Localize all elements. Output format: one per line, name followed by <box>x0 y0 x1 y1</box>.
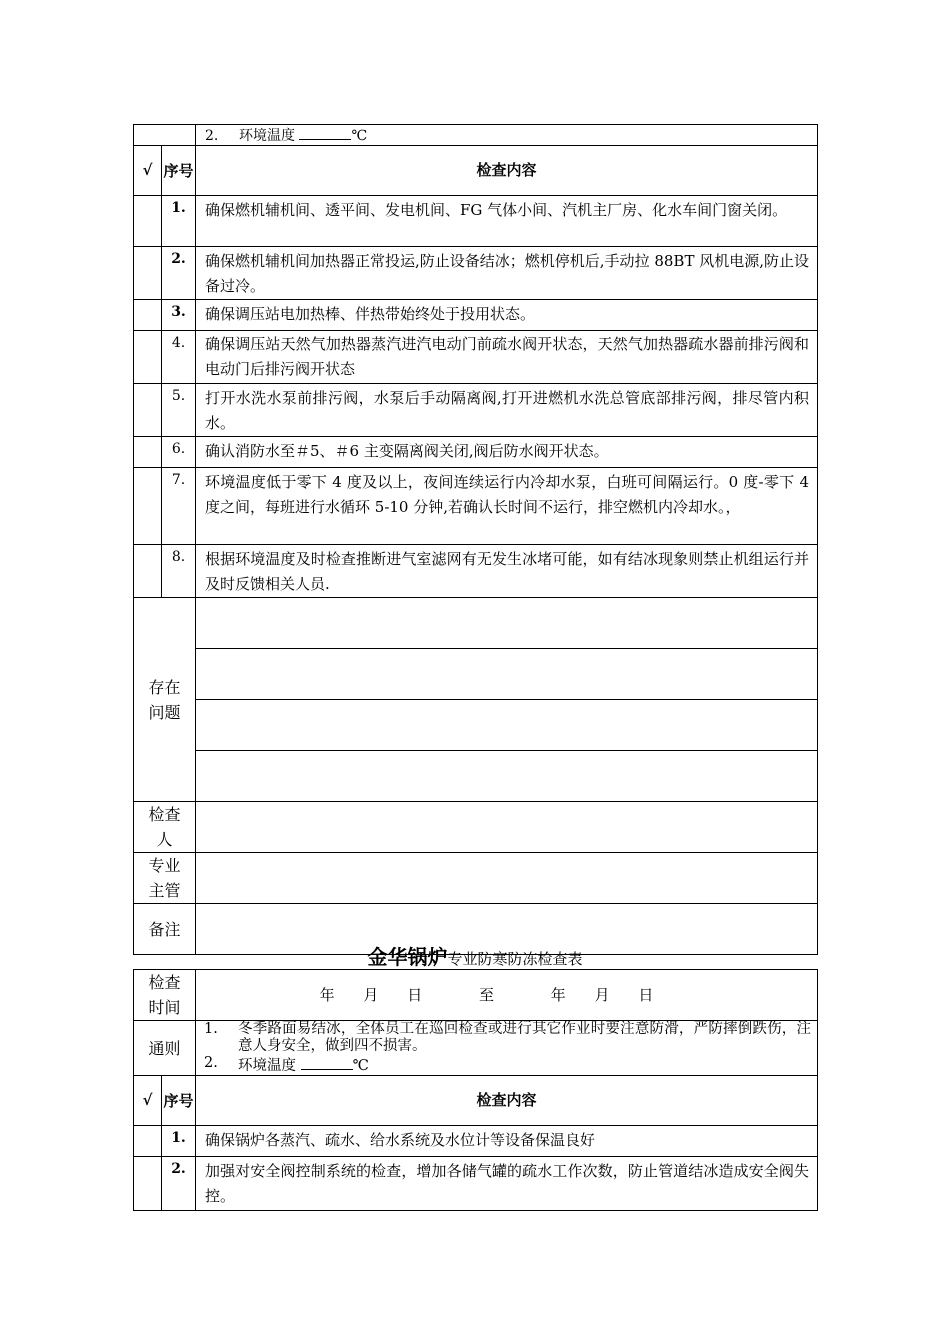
date-to: 至 <box>478 985 494 1004</box>
general-rule-num: 1. <box>204 1021 218 1037</box>
item-text: 确保调压站天然气加热器蒸汽进汽电动门前疏水阀开状态，天然气加热器疏水器前排污阀和电动门后排污阀开状态 <box>196 331 818 384</box>
item-num: 5. <box>162 384 196 437</box>
top-left-empty-cell <box>134 125 196 146</box>
item-text: 确认消防水至＃5、＃6 主变隔离阀关闭,阀后防水阀开状态。 <box>196 437 818 468</box>
title-plant-name: 金华锅炉 <box>367 945 448 969</box>
tick-cell[interactable] <box>134 300 162 331</box>
checklist-table-2 <box>133 969 818 1211</box>
supervisor-field[interactable] <box>196 853 818 904</box>
item-num: 7. <box>162 468 196 545</box>
item-text: 确保燃机辅机间、透平间、发电机间、FG 气体小间、汽机主厂房、化水车间门窗关闭。 <box>196 196 818 247</box>
problem-entry[interactable] <box>196 649 818 700</box>
item-text: 根据环境温度及时检查推断进气室滤网有无发生冰堵可能，如有结冰现象则禁止机组运行并及时反馈相关人员. <box>196 545 818 598</box>
date-month-2: 月 <box>594 985 610 1004</box>
item-num: 1. <box>162 196 196 247</box>
tick-cell[interactable] <box>134 1157 162 1211</box>
general-rule-num: 2. <box>204 1055 218 1071</box>
ambient-temp-num: 2. <box>205 128 219 144</box>
tick-cell[interactable] <box>134 545 162 598</box>
item-num: 3. <box>162 300 196 331</box>
seq-header: 序号 <box>162 146 196 196</box>
item-text: 加强对安全阀控制系统的检查，增加各储气罐的疏水工作次数，防止管道结冰造成安全阀失控。 <box>196 1157 818 1211</box>
general-rule-text: 环境温度 <box>238 1058 296 1074</box>
ambient-temp-row <box>196 125 818 146</box>
item-num: 2. <box>162 1157 196 1211</box>
item-num: 8. <box>162 545 196 598</box>
item-text: 打开水洗水泵前排污阀，水泵后手动隔离阀,打开进燃机水洗总管底部排污阀，排尽管内积水。 <box>196 384 818 437</box>
tick-cell[interactable] <box>134 196 162 247</box>
general-rule-text: 冬季路面易结冰，全体员工在巡回检查或进行其它作业时要注意防滑，严防摔倒跌伤，注意人身安全，做到四不损害。 <box>238 1021 811 1054</box>
checklist-table-1 <box>133 124 818 955</box>
check-time-label <box>134 970 196 1021</box>
tick-cell[interactable] <box>134 437 162 468</box>
general-rule-2 <box>204 1055 811 1075</box>
item-text: 确保调压站电加热棒、伴热带始终处于投用状态。 <box>196 300 818 331</box>
check-time-label-text: 检查时间 <box>148 973 181 1017</box>
date-year-2: 年 <box>550 985 566 1004</box>
inspector-label <box>134 802 196 853</box>
tick-cell[interactable] <box>134 384 162 437</box>
item-num: 6. <box>162 437 196 468</box>
remarks-label: 备注 <box>134 904 196 955</box>
general-rule-1 <box>204 1021 811 1055</box>
tick-cell[interactable] <box>134 1126 162 1157</box>
boiler-section-title <box>0 944 950 972</box>
tick-cell[interactable] <box>134 468 162 545</box>
inspector-field[interactable] <box>196 802 818 853</box>
ambient-temp-label: 环境温度 <box>239 128 295 144</box>
problem-entry[interactable] <box>196 751 818 802</box>
problems-label-text: 存在问题 <box>148 677 181 722</box>
date-month: 月 <box>363 985 379 1004</box>
ambient-temp-blank[interactable] <box>301 1055 353 1070</box>
general-rules <box>196 1021 818 1076</box>
item-num: 1. <box>162 1126 196 1157</box>
content-header: 检查内容 <box>196 1076 818 1126</box>
general-label: 通则 <box>134 1021 196 1076</box>
date-day-2: 日 <box>638 985 654 1004</box>
problem-entry[interactable] <box>196 700 818 751</box>
item-text: 环境温度低于零下 4 度及以上，夜间连续运行内冷却水泵，白班可间隔运行。0 度-零下 4 度之间，每班进行水循环 5-10 分钟,若确认长时间不运行，排空燃机内冷却水。， <box>196 468 818 545</box>
item-text: 确保锅炉各蒸汽、疏水、给水系统及水位计等设备保温良好 <box>196 1126 818 1157</box>
problem-entry[interactable] <box>196 598 818 649</box>
tick-header: √ <box>134 146 162 196</box>
tick-cell[interactable] <box>134 331 162 384</box>
ambient-temp-blank[interactable] <box>299 125 351 140</box>
general-rule-unit: ℃ <box>352 1058 369 1074</box>
date-day: 日 <box>407 985 423 1004</box>
title-rest: 专业防寒防冻检查表 <box>447 950 583 968</box>
seq-header: 序号 <box>162 1076 196 1126</box>
problems-label <box>134 598 196 802</box>
tick-header: √ <box>134 1076 162 1126</box>
tick-cell[interactable] <box>134 247 162 300</box>
item-num: 4. <box>162 331 196 384</box>
ambient-temp-unit: ℃ <box>351 128 368 144</box>
check-time-field[interactable] <box>196 970 818 1021</box>
item-text: 确保燃机辅机间加热器正常投运,防止设备结冰；燃机停机后,手动拉 88BT 风机电源,防止设备过冷。 <box>196 247 818 300</box>
supervisor-label <box>134 853 196 904</box>
item-num: 2. <box>162 247 196 300</box>
supervisor-label-text: 专业主管 <box>148 856 181 900</box>
date-year: 年 <box>319 985 335 1004</box>
content-header: 检查内容 <box>196 146 818 196</box>
inspector-label-text: 检查人 <box>148 805 181 849</box>
